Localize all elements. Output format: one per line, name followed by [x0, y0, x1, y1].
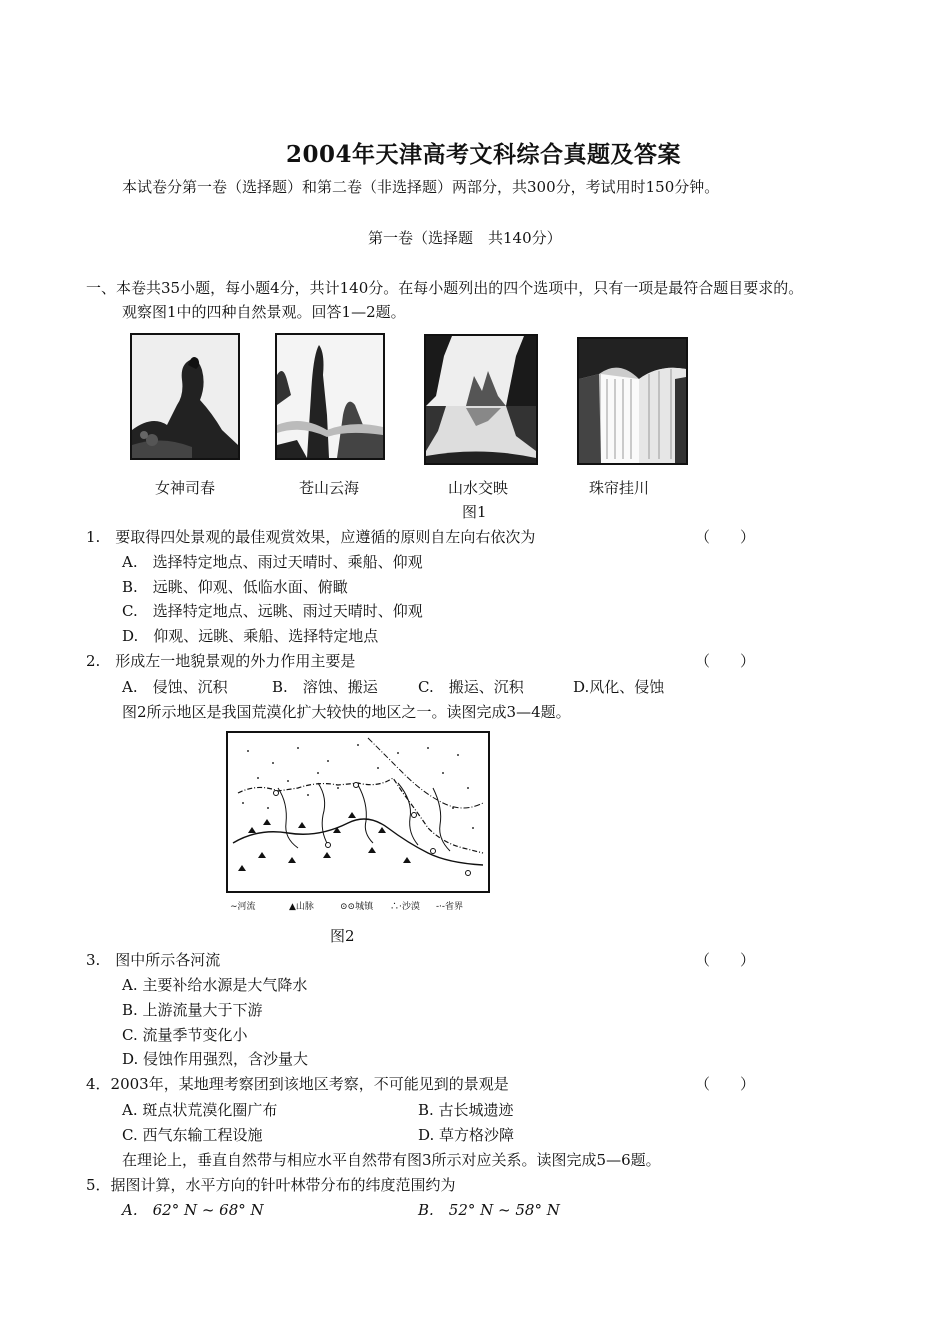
photo-cangshan-clouds — [275, 333, 385, 460]
fig2-prompt: 图2所示地区是我国荒漠化扩大较快的地区之一。读图完成3—4题。 — [122, 703, 571, 721]
q1-answer-blank: （ ） — [695, 528, 756, 546]
q1-option-d: D. 仰观、远眺、乘船、选择特定地点 — [122, 627, 379, 645]
caption-goddess-spring: 女神司春 — [155, 479, 216, 497]
figure1-label: 图1 — [462, 503, 487, 521]
fig3-prompt: 在理论上，垂直自然带与相应水平自然带有图3所示对应关系。读图完成5—6题。 — [122, 1151, 661, 1169]
exam-intro: 本试卷分第一卷（选择题）和第二卷（非选择题）两部分，共300分，考试用时150分钟。 — [122, 178, 720, 196]
legend-town-label: 城镇 — [355, 902, 374, 912]
q4-option-c: C. 西气东输工程设施 — [122, 1126, 263, 1144]
part1-heading: 第一卷（选择题 共140分） — [368, 229, 562, 247]
page-title: 2004年天津高考文科综合真题及答案 — [286, 141, 682, 168]
q4-answer-blank: （ ） — [695, 1075, 756, 1093]
caption-cangshan-clouds: 苍山云海 — [299, 479, 360, 497]
q3-option-b: B. 上游流量大于下游 — [122, 1001, 263, 1019]
figure2-label: 图2 — [330, 927, 355, 945]
boundary-legend-icon: -·- — [436, 902, 445, 912]
q5-option-b: B. 52° N ~ 58° N — [418, 1201, 560, 1219]
q2-option-d: D.风化、侵蚀 — [573, 678, 665, 696]
q2-option-a: A. 侵蚀、沉积 — [122, 678, 228, 696]
q1-stem: 1. 要取得四处景观的最佳观赏效果，应遵循的原则自左向右依次为 — [86, 528, 536, 546]
q4-stem: 4．2003年，某地理考察团到该地区考察，不可能见到的景观是 — [86, 1075, 509, 1093]
town-legend-icon: ⊙⊙ — [340, 902, 356, 912]
photo-goddess-spring — [130, 333, 240, 460]
q3-answer-blank: （ ） — [695, 951, 756, 969]
q3-option-a: A. 主要补给水源是大气降水 — [122, 976, 308, 994]
legend-boundary — [436, 899, 463, 912]
legend-desert — [390, 899, 420, 912]
legend-boundary-label: 省界 — [444, 902, 463, 912]
q1-option-a: A. 选择特定地点、雨过天晴时、乘船、仰观 — [122, 553, 423, 571]
q4-option-a: A. 斑点状荒漠化圈广布 — [122, 1101, 278, 1119]
q1-option-c: C. 选择特定地点、远眺、雨过天晴时、仰观 — [122, 602, 423, 620]
legend-river-label: 河流 — [237, 902, 256, 912]
legend-desert-label: 沙漠 — [401, 902, 420, 912]
q5-stem: 5．据图计算，水平方向的针叶林带分布的纬度范围约为 — [86, 1176, 456, 1194]
q4-option-b: B. 古长城遗迹 — [418, 1101, 514, 1119]
river-legend-icon: ∼ — [230, 902, 238, 912]
caption-mountain-water: 山水交映 — [448, 479, 509, 497]
photo-pearl-curtain-falls — [577, 337, 688, 465]
caption-pearl-curtain: 珠帘挂川 — [589, 479, 650, 497]
q2-option-b: B. 溶蚀、搬运 — [272, 678, 378, 696]
q4-option-d: D. 草方格沙障 — [418, 1126, 515, 1144]
q2-option-c: C. 搬运、沉积 — [418, 678, 524, 696]
section-intro: 一、本卷共35小题，每小题4分，共计140分。在每小题列出的四个选项中，只有一项是最符合题目要求的。 — [86, 279, 804, 297]
q2-stem: 2. 形成左一地貌景观的外力作用主要是 — [86, 652, 356, 670]
fig1-prompt: 观察图1中的四种自然景观。回答1—2题。 — [122, 303, 406, 321]
figure2-map — [226, 731, 490, 893]
q5-option-a: A. 62° N ~ 68° N — [122, 1201, 264, 1219]
legend-mountain — [289, 899, 314, 912]
legend-river — [230, 899, 256, 912]
photo-mountain-water — [424, 334, 538, 465]
q1-option-b: B. 远眺、仰观、低临水面、俯瞰 — [122, 578, 348, 596]
q3-stem: 3. 图中所示各河流 — [86, 951, 221, 969]
mountain-legend-icon: ▲ — [289, 902, 296, 912]
q3-option-d: D. 侵蚀作用强烈，含沙量大 — [122, 1050, 309, 1068]
q2-answer-blank: （ ） — [695, 652, 756, 670]
desert-legend-icon: ∴· — [390, 902, 402, 912]
legend-town — [340, 899, 373, 912]
legend-mountain-label: 山脉 — [295, 902, 314, 912]
q3-option-c: C. 流量季节变化小 — [122, 1026, 248, 1044]
